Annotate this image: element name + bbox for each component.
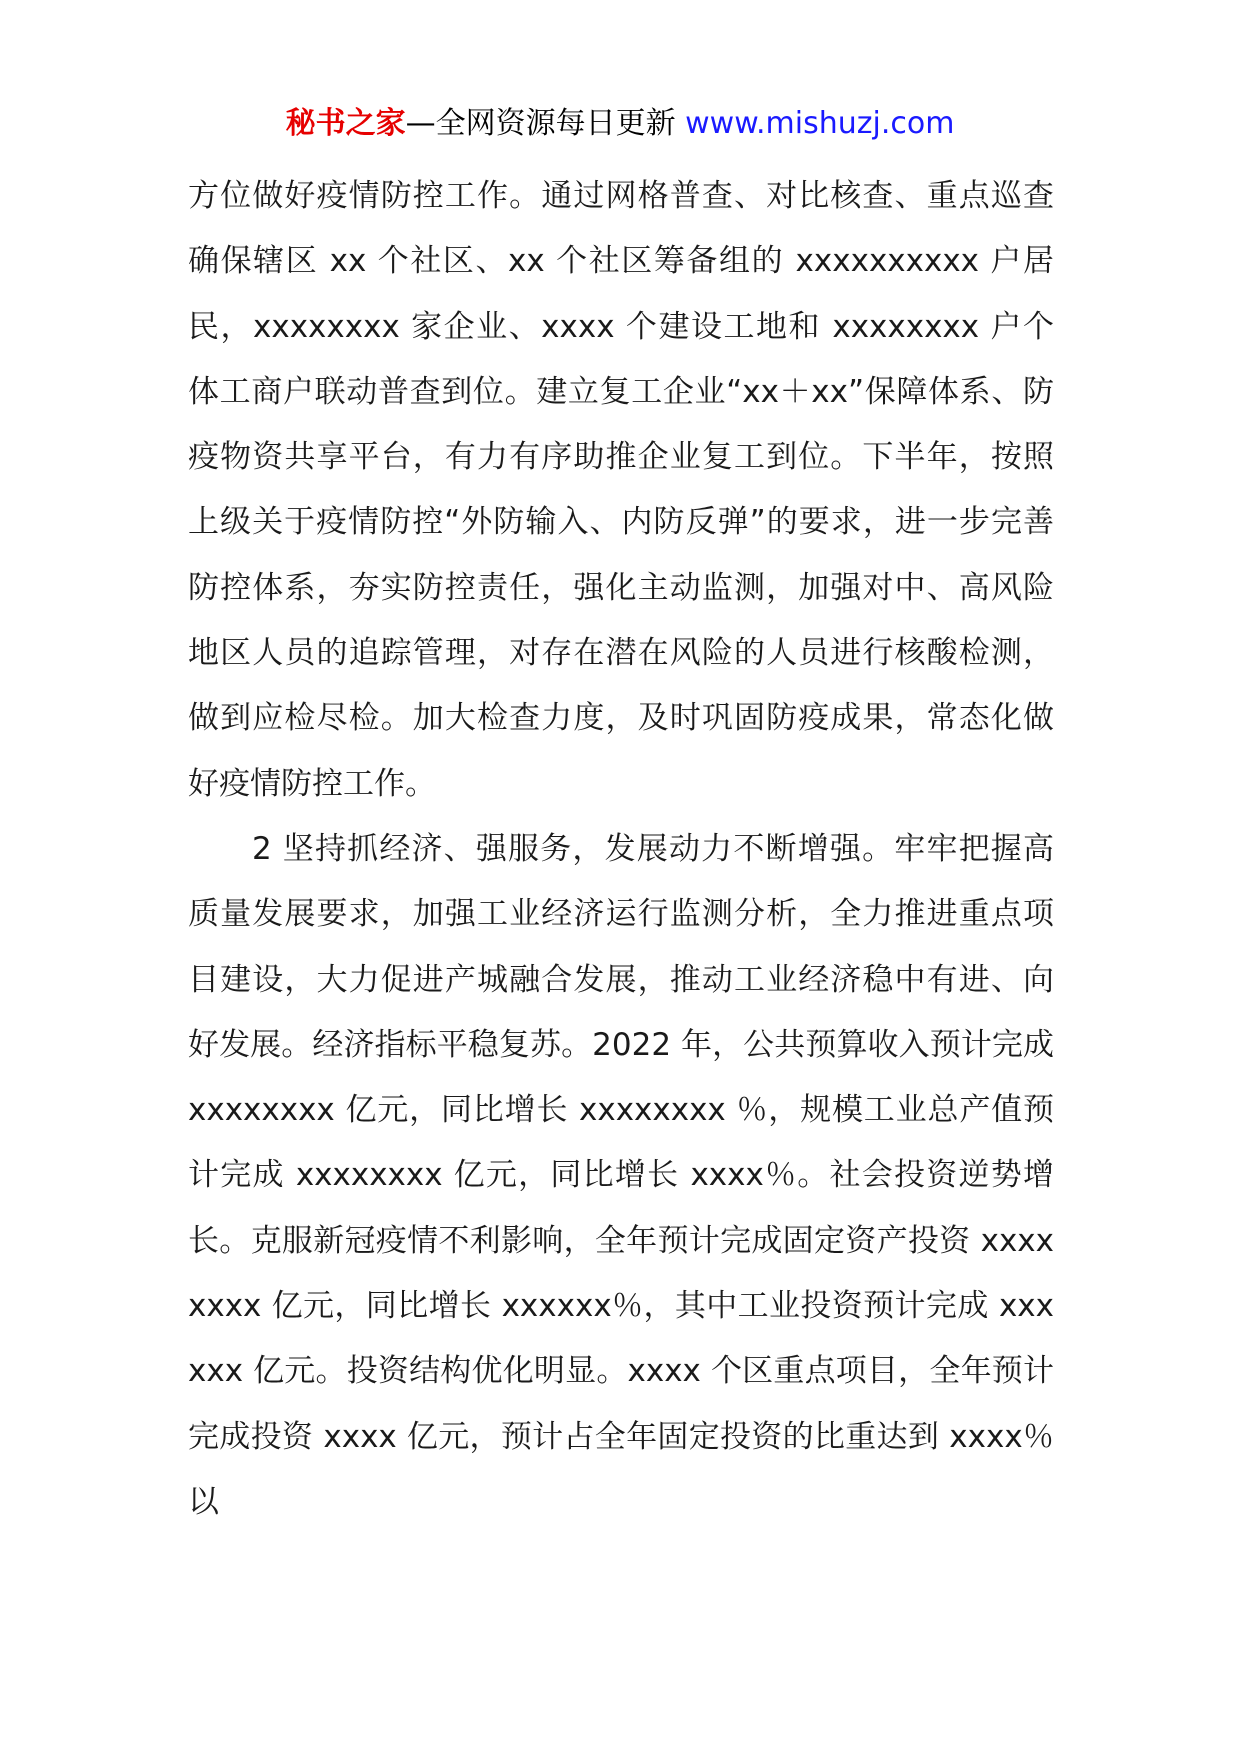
site-url-link[interactable]: www.mishuzj.com [685,106,955,141]
body-paragraph: 2 坚持抓经济、强服务，发展动力不断增强。牢牢把握高质量发展要求，加强工业经济运行监测分析，全力推进重点项目建设，大力促进产城融合发展，推动工业经济稳中有进、向好发展。经济指标平稳复苏。2022 年，公共预算收入预计完成 xxxxxxxx 亿元，同比增长 xxxxxxxx ％，规模工业总产值预计完成 xxxxxxxx 亿元，同比增长 xxxx％。社会投资逆势增长。克服新冠疫情不利影响，全年预计完成固定资产投资 xxxxxxxx 亿元，同比增长 xxxxxx％，其中工业投资预计完成 xxxxxx 亿元。投资结构优化明显。xxxx 个区重点项目，全年预计完成投资 xxxx 亿元，预计占全年固定投资的比重达到 xxxx％以 [188,830,1054,1520]
page-header [0,102,1240,146]
brand-name: 秘书之家 [285,106,406,141]
header-slogan: —全网资源每日更新 [405,106,676,141]
body-paragraph: 方位做好疫情防控工作。通过网格普查、对比核查、重点巡查确保辖区 xx 个社区、xx 个社区筹备组的 xxxxxxxxxx 户居民，xxxxxxxx 家企业、xxxx 个建设工地和 xxxxxxxx 户个体工商户联动普查到位。建立复工企业“xx＋xx”保障体系、防疫物资共享平台，有力有序助推企业复工到位。下半年，按照上级关于疫情防控“外防输入、内防反弹”的要求，进一步完善防控体系，夯实防控责任，强化主动监测，加强对中、高风险地区人员的追踪管理，对存在潜在风险的人员进行核酸检测，做到应检尽检。加大检查力度，及时巩固防疫成果，常态化做好疫情防控工作。 [188,178,1054,802]
document-body [188,164,1054,1535]
